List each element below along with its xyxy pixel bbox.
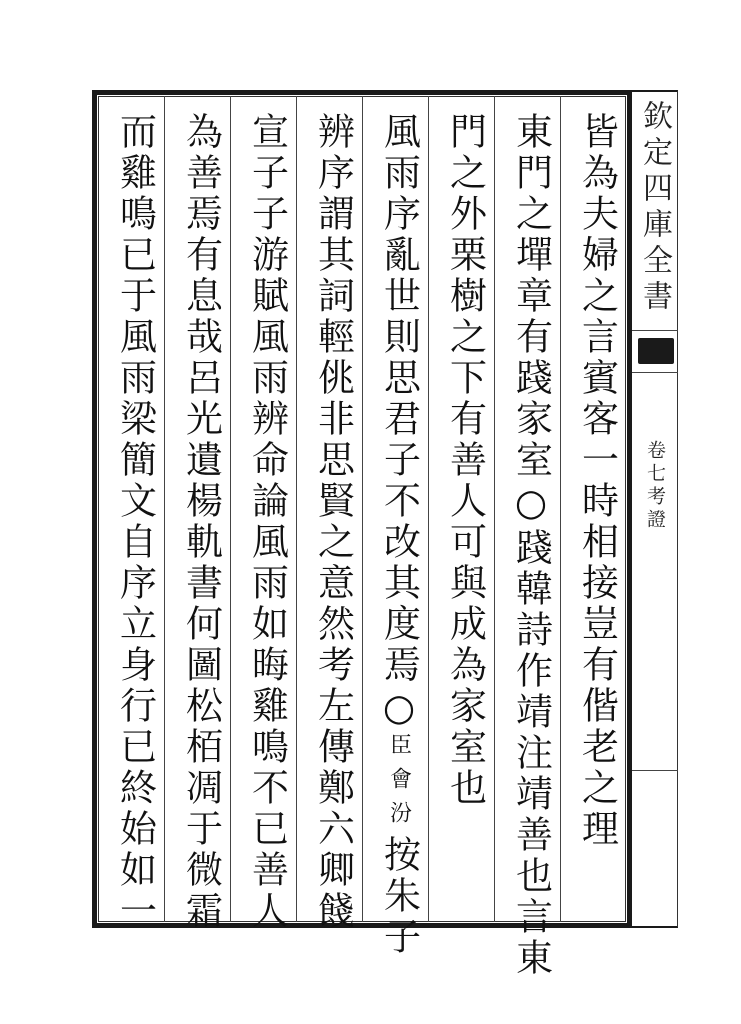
column-text: 皆為夫婦之言賓客一時相接豈有偕老之理: [575, 112, 619, 850]
text-column-1: [567, 112, 627, 912]
margin-divider: [632, 330, 678, 331]
column-text: 辨序謂其詞輕佻非思賢之意然考左傳鄭六卿餞: [311, 112, 355, 932]
text-column-2: [501, 112, 561, 979]
column-text: 風雨序亂世則思君子不改其度焉○: [377, 112, 421, 733]
inline-annotation: 臣會汾: [386, 733, 412, 835]
column-text-tail: 按朱子: [377, 835, 421, 958]
text-column-6: [237, 112, 297, 932]
fishtail-mark-icon: [638, 338, 674, 364]
column-text: 為善焉有息哉呂光遺楊軌書何圖松栢凋于微霜: [179, 112, 223, 932]
text-column-4: [369, 112, 429, 958]
margin-divider: [632, 372, 678, 373]
volume-label: 卷七考證: [644, 440, 666, 532]
text-column-7: [171, 112, 231, 932]
column-text: 門之外栗樹之下有善人可與成為家室也: [443, 112, 487, 809]
column-text: 東門之墠章有踐家室○踐韓詩作靖注靖善也言東: [509, 112, 553, 979]
column-text: 而雞鳴已于風雨梁簡文自序立身行已終始如一: [113, 112, 157, 932]
text-column-8: [105, 112, 165, 932]
text-column-3: [435, 112, 495, 912]
margin-divider: [632, 770, 678, 771]
book-title: 欽定四庫全書: [637, 100, 672, 316]
text-column-5: [303, 112, 363, 932]
column-text: 宣子子游賦風雨辨命論風雨如晦雞鳴不已善人: [245, 112, 289, 932]
